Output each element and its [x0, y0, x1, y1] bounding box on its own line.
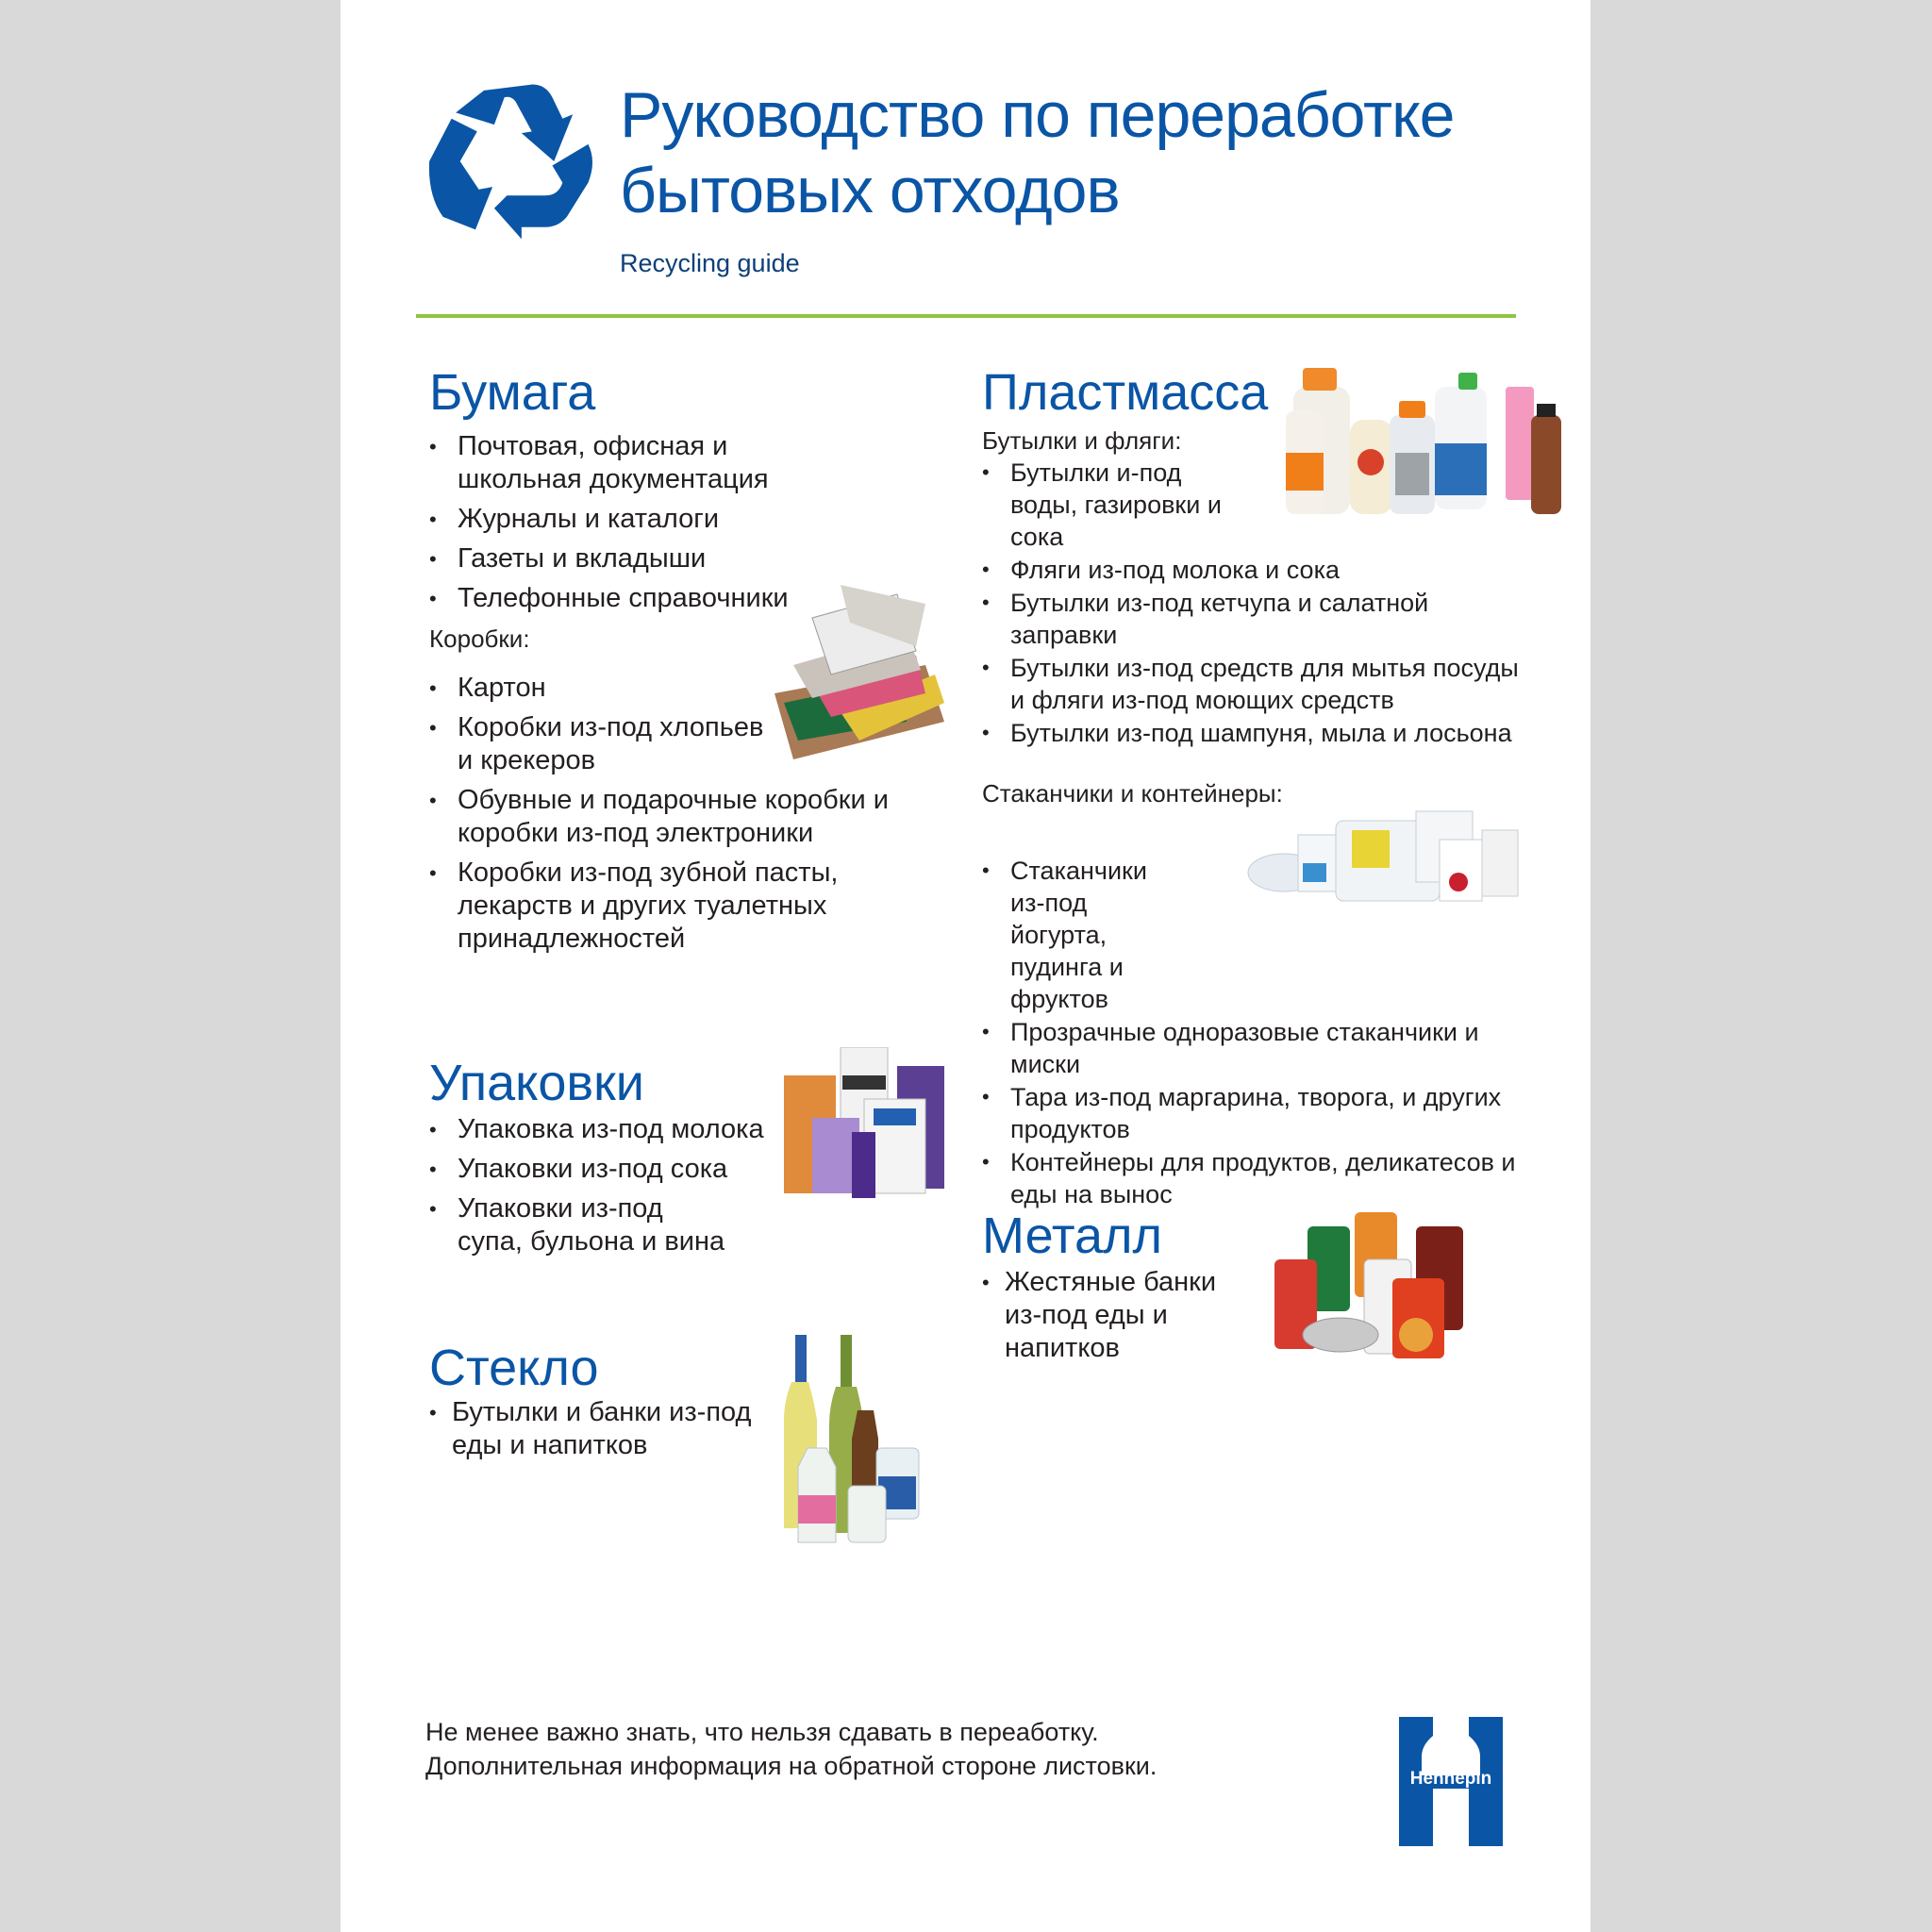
- list-item: • Прозрачные одноразовые стаканчики и миски: [982, 1016, 1548, 1080]
- section-heading-metal: Металл: [982, 1208, 1163, 1264]
- list-item: • Упаковки из-под супа, бульона и вина: [429, 1192, 920, 1258]
- list-item: • Бутылки и-под воды, газировки и сока: [982, 457, 1548, 553]
- list-item: • Упаковка из-под молока: [429, 1113, 920, 1146]
- list-item: • Фляги из-под молока и сока: [982, 554, 1548, 586]
- list-item: • Бутылки из-под кетчупа и салатной заправки: [982, 587, 1548, 651]
- recycle-icon: [424, 80, 599, 242]
- list-item: • Жестяные банки из-под еды и напитков: [982, 1266, 1265, 1365]
- list-item: • Тара из-под маргарина, творога, и других продуктов: [982, 1081, 1548, 1145]
- metal-cans-photo: [1274, 1212, 1482, 1363]
- cartons-photo: [784, 1047, 949, 1203]
- list-item: • Телефонные справочники: [429, 582, 958, 615]
- footer-note: [425, 1715, 1157, 1783]
- list-item: • Упаковки из-под сока: [429, 1153, 920, 1186]
- title-line-1: Руководство по переработке: [620, 79, 1455, 151]
- section-heading-cartons: Упаковки: [429, 1055, 644, 1111]
- plastic-bottles-photo: [1284, 368, 1567, 519]
- title-line-2: бытовых отходов: [620, 155, 1120, 226]
- plastic-bottles-subhead: Бутылки и фляги:: [982, 426, 1182, 455]
- plastic-cups-subhead: Стаканчики и контейнеры:: [982, 779, 1283, 808]
- list-item: • Газеты и вкладыши: [429, 542, 958, 575]
- list-item: • Бутылки и банки из-под еды и напитков: [429, 1396, 863, 1462]
- section-heading-glass: Стекло: [429, 1340, 599, 1396]
- plastic-cups-photo: [1246, 807, 1520, 910]
- paper-stack-photo: [756, 580, 944, 759]
- list-item: • Журналы и каталоги: [429, 503, 958, 536]
- list-item: • Контейнеры для продуктов, деликатесов и еды на вынос: [982, 1146, 1548, 1210]
- metal-list: [982, 1266, 1265, 1365]
- list-item: • Коробки из-под хлопьев и крекеров: [429, 711, 958, 777]
- hennepin-logo-icon: [1399, 1717, 1503, 1846]
- footer-line-2: Дополнительная информация на обратной стороне листовки.: [425, 1752, 1158, 1780]
- page-subtitle: Recycling guide: [620, 249, 800, 277]
- hennepin-logo-text: Hennepin: [1409, 1769, 1492, 1789]
- paper-boxes-subhead: Коробки:: [429, 625, 530, 653]
- section-heading-paper: Бумага: [429, 364, 596, 421]
- header-divider: [416, 314, 1516, 318]
- section-metal: [982, 1208, 1265, 1372]
- list-item: • Картон: [429, 672, 958, 705]
- glass-bottles-photo: [784, 1335, 925, 1547]
- section-heading-plastic: Пластмасса: [982, 364, 1269, 421]
- recycling-guide-page: [341, 0, 1591, 1932]
- list-item: • Стаканчики из-под йогурта, пудинга и фруктов: [982, 855, 1548, 1015]
- list-item: • Бутылки из-под шампуня, мыла и лосьона: [982, 717, 1548, 749]
- list-item: • Бутылки из-под средств для мытья посуды и фляги из-под моющих средств: [982, 652, 1548, 716]
- footer-line-1: Не менее важно знать, что нельзя сдавать в переаботку.: [425, 1718, 1099, 1746]
- list-item: • Обувные и подарочные коробки и коробки из-под электроники: [429, 784, 958, 850]
- list-item: • Почтовая, офисная и школьная документация: [429, 430, 958, 496]
- list-item: • Коробки из-под зубной пасты, лекарств и других туалетных принадлежностей: [429, 857, 958, 956]
- page-title: [620, 77, 1454, 228]
